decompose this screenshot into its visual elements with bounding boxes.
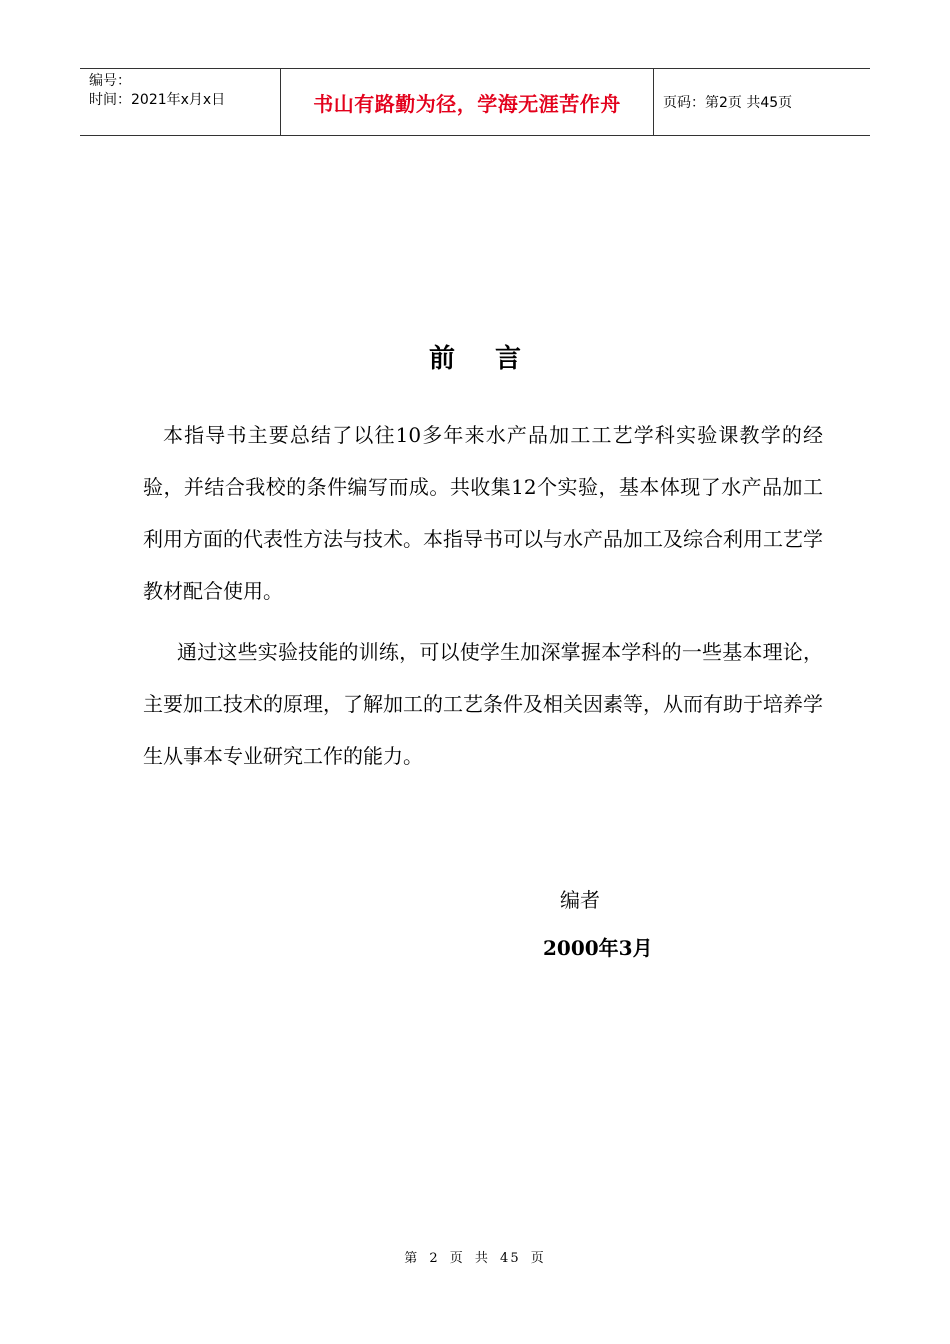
header-motto: 书山有路勤为径，学海无涯苦作舟 [313,91,621,116]
author-signature: 编者 [560,888,600,912]
page-title: 前言 [428,344,561,374]
header-meta-cell [80,69,281,135]
header-page-info: 页码：第2页 共45页 [663,95,793,111]
document-time-label: 时间：2021年x月x日 [89,92,226,108]
header-table [80,68,870,136]
body-paragraph: 通过这些实验技能的训练，可以使学生加深掌握本学科的一些基本理论，主要加工技术的原理，了解加工的工艺条件及相关因素等，从而有助于培养学生从事本专业研究工作的能力。 [143,640,823,768]
header-page-cell [654,69,870,135]
body-paragraph: 本指导书主要总结了以往10多年来水产品加工工艺学科实验课教学的经验，并结合我校的条件编写而成。共收集12个实验，基本体现了水产品加工利用方面的代表性方法与技术。本指导书可以与水产品加工及综合利用工艺学教材配合使用。 [143,423,823,603]
document-number-label: 编号： [89,73,131,89]
document-date: 2000年3月 [543,936,653,960]
page-footer: 第 2 页 共 45 页 [404,1251,546,1266]
header-motto-cell [281,69,654,135]
